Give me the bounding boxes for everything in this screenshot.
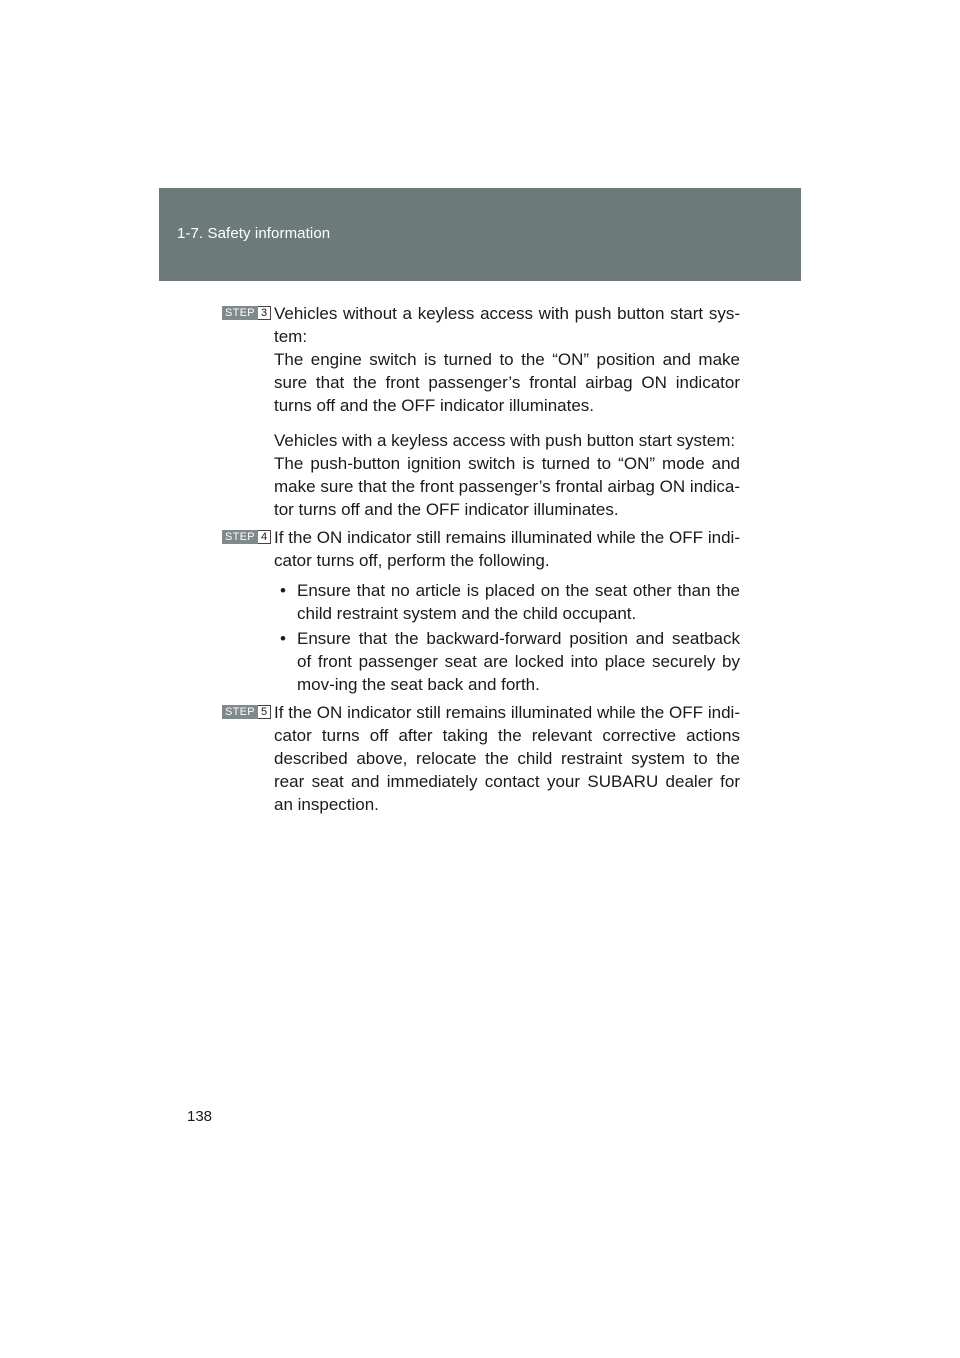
step-badge-icon (222, 306, 271, 320)
step-badge-icon (222, 705, 271, 719)
step-5 (222, 701, 740, 816)
step-4-paragraph-1: If the ON indicator still remains illuminated while the OFF indi-cator turns off, perform the following. (274, 528, 740, 570)
step-5-paragraph-1: If the ON indicator still remains illuminated while the OFF indi-cator turns off after taking the relevant corrective actions described above, relocate the child restraint system to the rear seat and immediately contact your SUBARU dealer for an inspection. (274, 703, 740, 814)
step-badge-word: STEP (222, 705, 258, 719)
step-3 (222, 302, 740, 521)
step-badge-number: 4 (258, 530, 271, 544)
step-badge-icon (222, 530, 271, 544)
page-number: 138 (187, 1108, 213, 1125)
bullet-icon: • (280, 629, 286, 648)
bullet-icon: • (280, 581, 286, 600)
list-item-text: Ensure that the backward-forward position and seatback of front passenger seat are locked into place securely by mov-ing the seat back and forth. (297, 629, 740, 694)
list-item (274, 627, 740, 696)
list-item-text: Ensure that no article is placed on the seat other than the child restraint system and the child occupant. (297, 581, 740, 623)
step-badge-word: STEP (222, 530, 258, 544)
step-3-paragraph-2: The engine switch is turned to the “ON” position and make sure that the front passenger’s frontal airbag ON indicator turns off and the OFF indicator illuminates. (274, 350, 740, 415)
step-3-paragraph-3: Vehicles with a keyless access with push button start system: (274, 431, 736, 450)
section-title: 1-7. Safety information (177, 225, 331, 242)
step-badge-word: STEP (222, 306, 258, 320)
step-3-paragraph-4: The push-button ignition switch is turned to “ON” mode and make sure that the front passenger’s frontal airbag ON indica-tor turns off and the OFF indicator illuminates. (274, 454, 740, 519)
section-header-band (159, 188, 801, 281)
step-3-paragraph-1: Vehicles without a keyless access with push button start sys-tem: (274, 304, 740, 346)
step-badge-number: 5 (258, 705, 271, 719)
step-4-bullet-list (274, 579, 740, 696)
list-item (274, 579, 740, 625)
step-badge-number: 3 (258, 306, 271, 320)
step-4 (222, 526, 740, 696)
manual-content (222, 302, 740, 816)
